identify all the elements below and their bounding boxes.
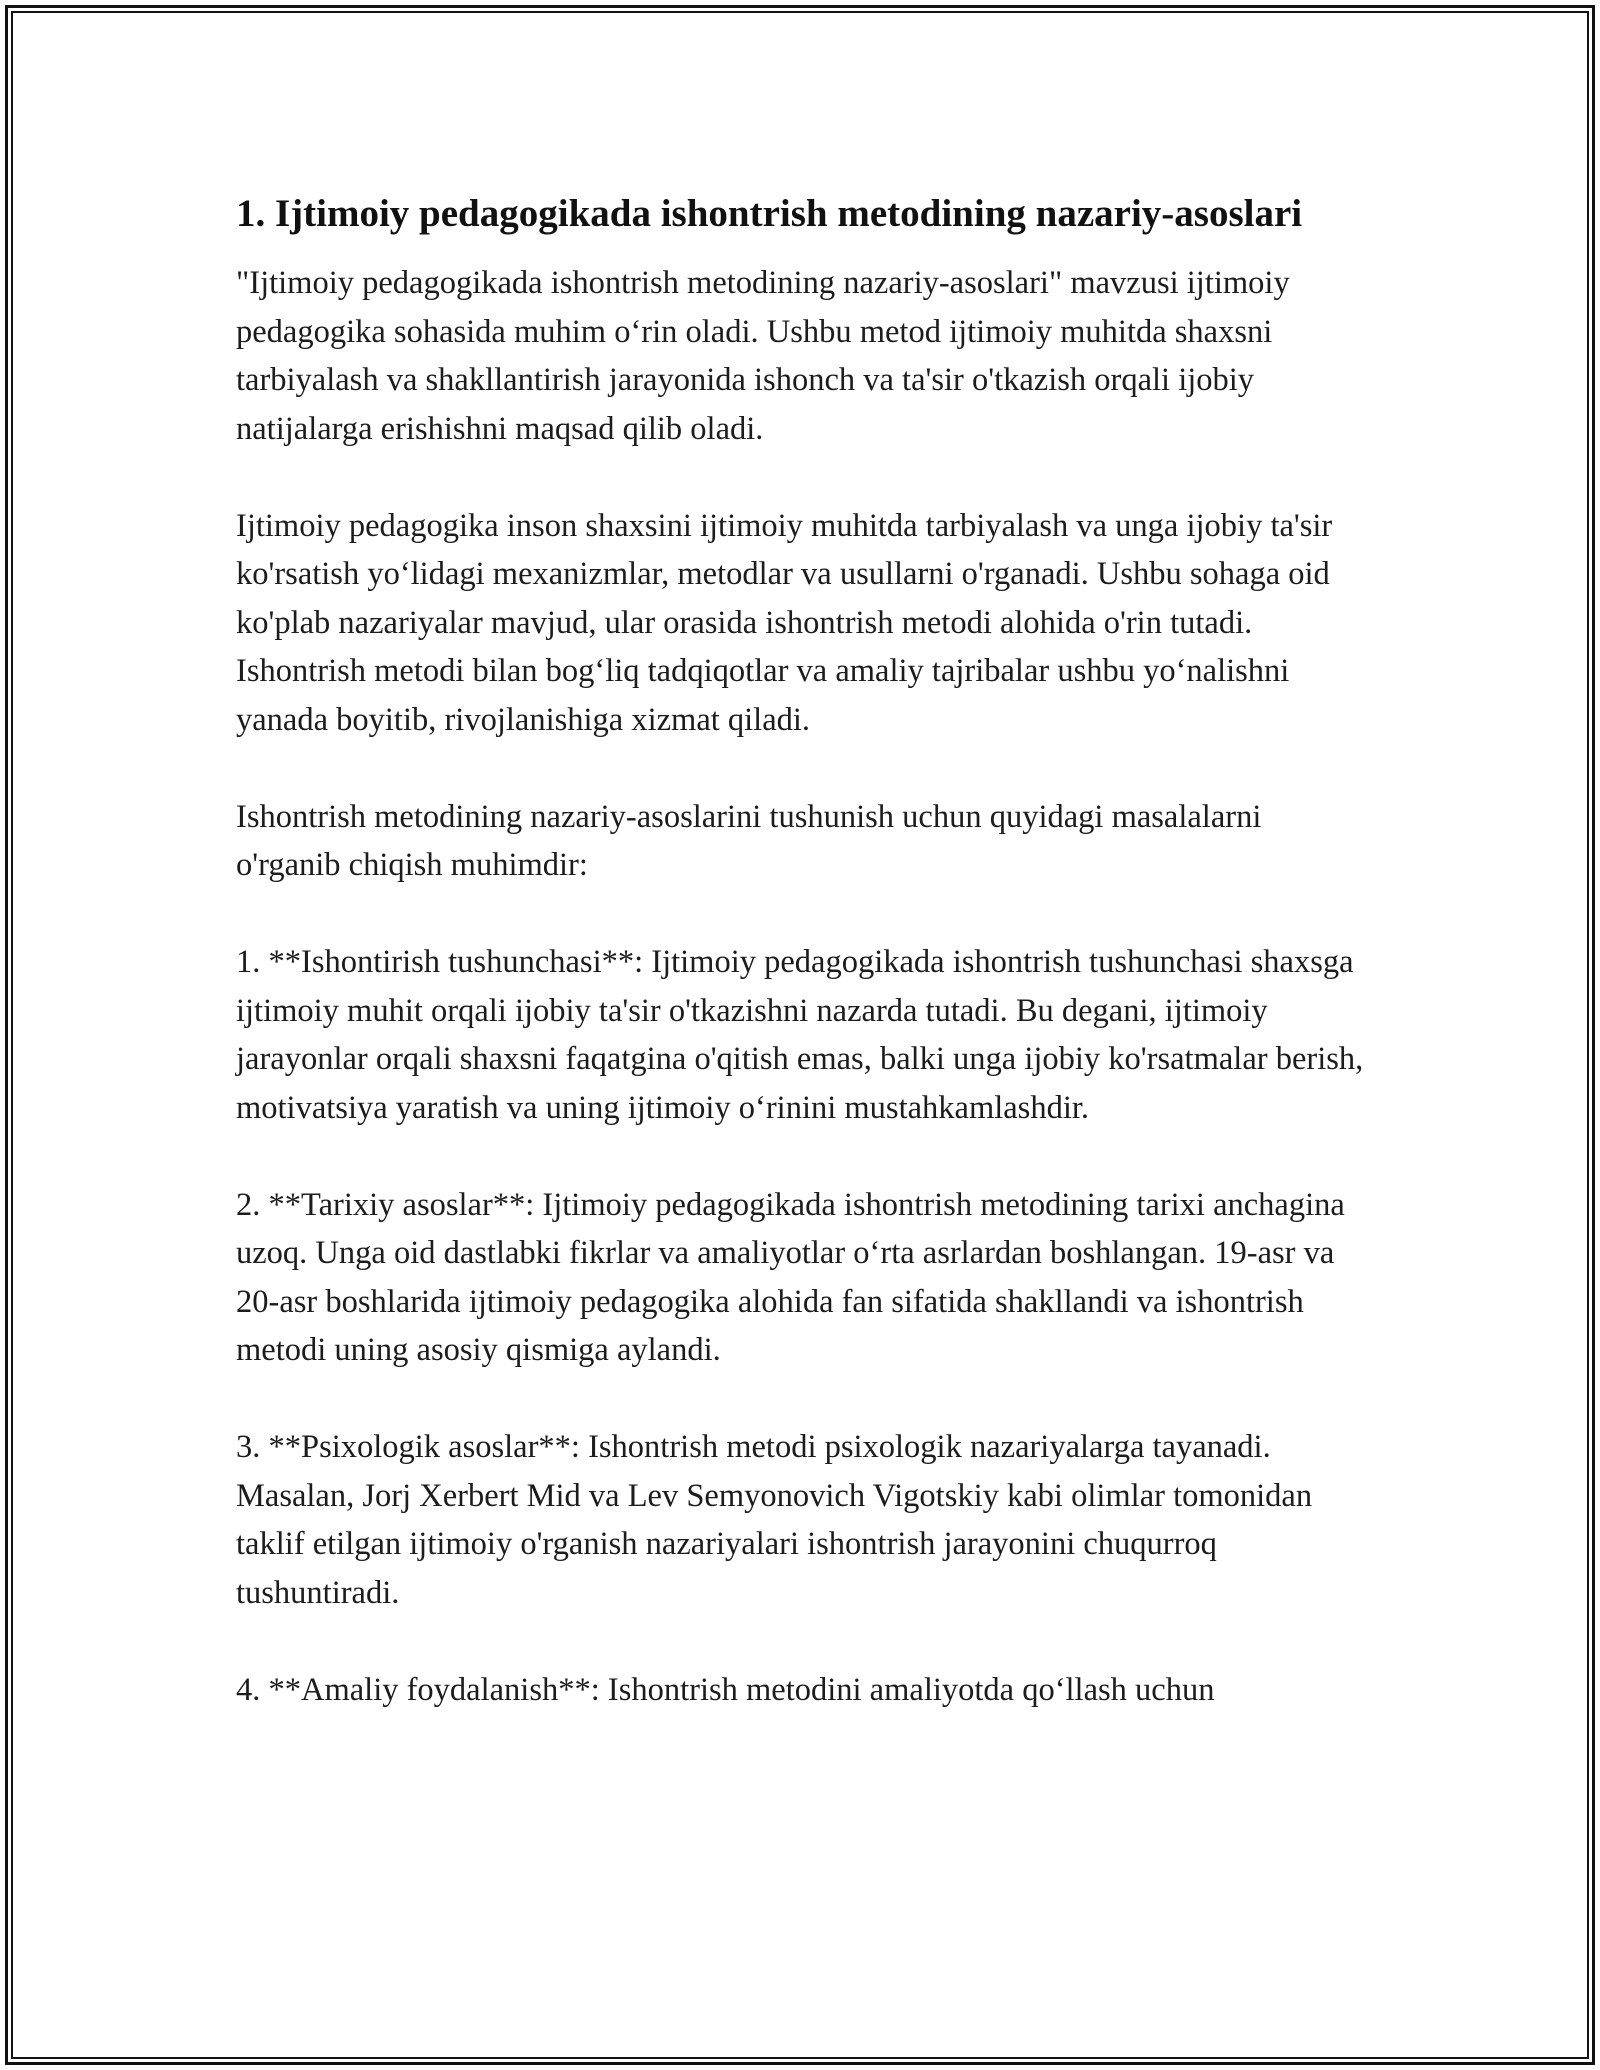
paragraph-overview: Ijtimoiy pedagogika inson shaxsini ijtimoiy muhitda tarbiyalash va unga ijobiy ta'sir ko'rsatish yo‘lidagi mexanizmlar, metodlar va usullarni o'rganadi. Ushbu sohaga oid ko'plab nazariyalar mavjud, ular orasida ishontrish metodi alohida o'rin tutadi. Ishontrish metodi bilan bog‘liq tadqiqotlar va amaliy tajribalar ushbu yo‘nalishni yanada boyitib, rivojlanishiga xizmat qiladi. [236, 507, 1333, 738]
paragraph-list-lead: Ishontrish metodining nazariy-asoslarini tushunish uchun quyidagi masalalarni o'rganib chiqish muhimdir: [236, 798, 1262, 883]
list-item-1: 1. **Ishontirish tushunchasi**: Ijtimoiy pedagogikada ishontrish tushunchasi shaxsga ijtimoiy muhit orqali ijobiy ta'sir o'tkazishni nazarda tutadi. Bu degani, ijtimoiy jarayonlar orqali shaxsni faqatgina o'qitish emas, balki unga ijobiy ko'rsatmalar berish, motivatsiya yaratish va uning ijtimoiy o‘rinini mustahkamlashdir. [236, 944, 1364, 1126]
list-item-2: 2. **Tarixiy asoslar**: Ijtimoiy pedagogikada ishontrish metodining tarixi anchagina uzoq. Unga oid dastlabki fikrlar va amaliyotlar o‘rta asrlardan boshlangan. 19-asr va 20-asr boshlarida ijtimoiy pedagogika alohida fan sifatida shakllandi va ishontrish metodi uning asosiy qismiga aylandi. [236, 1186, 1345, 1368]
document-body [236, 186, 1366, 1763]
list-item-4: 4. **Amaliy foydalanish**: Ishontrish metodini amaliyotda qo‘llash uchun [236, 1671, 1215, 1708]
section-heading: 1. Ijtimoiy pedagogikada ishontrish metodining nazariy-asoslari [236, 192, 1303, 235]
list-item-3: 3. **Psixologik asoslar**: Ishontrish metodi psixologik nazariyalarga tayanadi. Masalan, Jorj Xerbert Mid va Lev Semyonovich Vigotskiy kabi olimlar tomonidan taklif etilgan ijtimoiy o'rganish nazariyalari ishontrish jarayonini chuqurroq tushuntiradi. [236, 1429, 1313, 1611]
paragraph-intro: "Ijtimoiy pedagogikada ishontrish metodining nazariy-asoslari" mavzusi ijtimoiy pedagogika sohasida muhim o‘rin oladi. Ushbu metod ijtimoiy muhitda shaxsni tarbiyalash va shakllantirish jarayonida ishonch va ta'sir o'tkazish orqali ijobiy natijalarga erishishni maqsad qilib oladi. [236, 265, 1290, 447]
